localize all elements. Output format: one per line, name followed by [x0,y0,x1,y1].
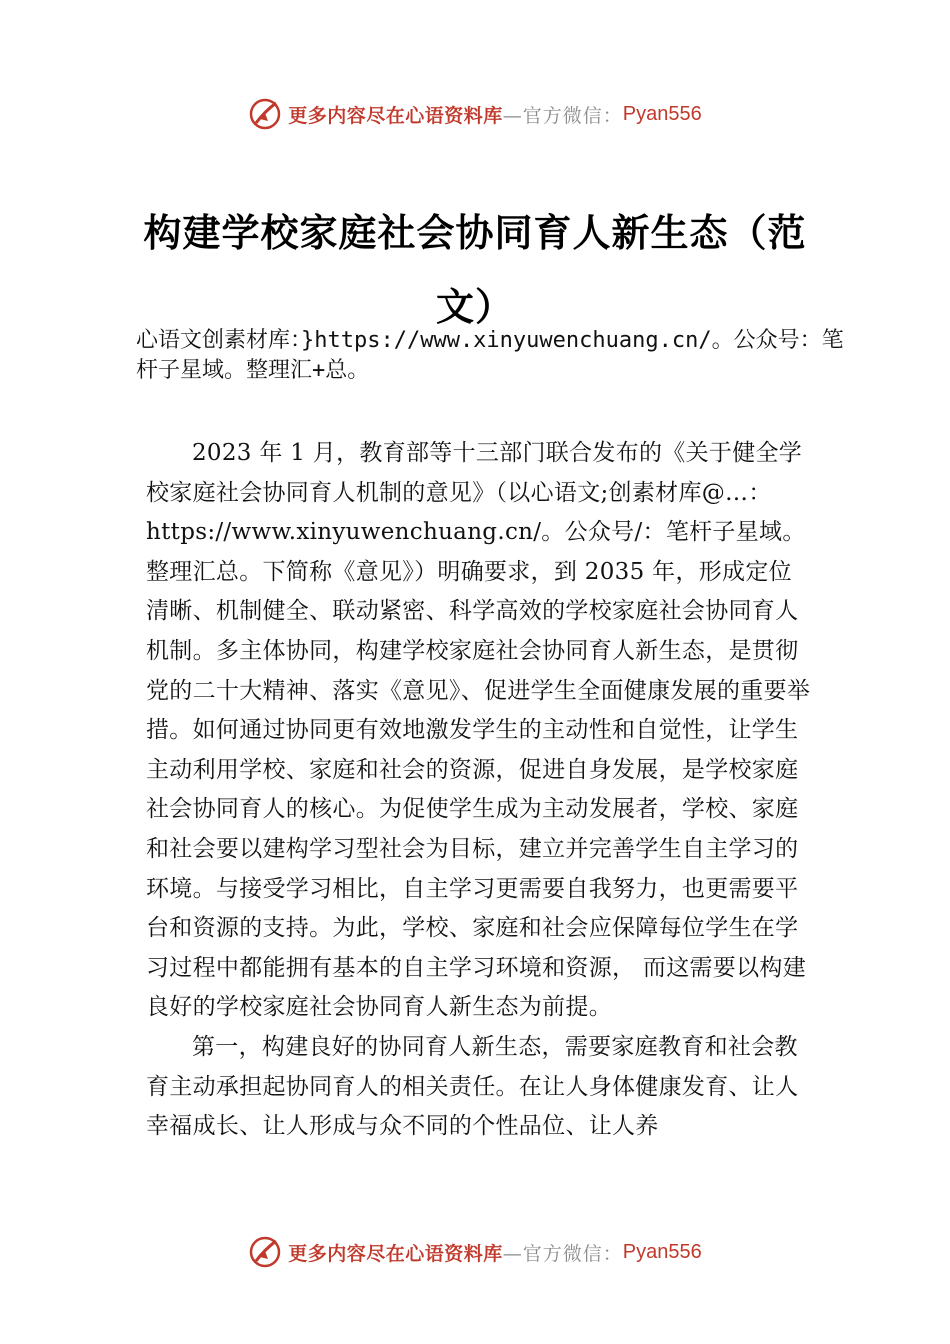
body-paragraph: 第一，构建良好的协同育人新生态，需要家庭教育和社会教育主动承担起协同育人的相关责任。在让人身体健康发育、让人幸福成长、让人形成与众不同的个性品位、让人养 [146,1033,799,1140]
document-title: 构建学校家庭社会协同育人新生态（范文） [143,210,807,329]
promo-text: 更多内容尽在心语资料库 [288,1242,503,1265]
body-paragraph: 2023 年 1 月，教育部等十三部门联合发布的《关于健全学校家庭社会协同育人机制的意见》（以心语文;创素材库@…：https://www.xinyuwenchuang.cn/。公众号/：笔杆子星域。整理汇总。下简称《意见》）明确要求，到 2035 年，形成定位清晰、机制健全、联动紧密、科学高效的学校家庭社会协同育人机制。多主体协同，构建学校家庭社会协同育人新生态，是贯彻党的二十大精神、落实《意见》、促进学生全面健康发展的重要举措。如何通过协同更有效地激发学生的主动性和自觉性，让学生主动利用学校、家庭和社会的资源，促进自身发展，是学校家庭社会协同育人的核心。为促使学生成为主动发展者，学校、家庭和社会要以建构学习型社会为目标，建立并完善学生自主学习的环境。与接受学习相比，自主学习更需要自我努力，也更需要平台和资源的支持。为此，学校、家庭和社会应保障每位学生在学习过程中都能拥有基本的自主学习环境和资源， 而这需要以构建良好的学校家庭社会协同育人新生态为前提。 [146,440,811,1021]
promo-text: 更多内容尽在心语资料库 [288,104,503,127]
wechat-id: Pyan556 [622,1240,702,1263]
brush-logo-icon [248,97,282,131]
wechat-label: —官方微信： [502,1242,623,1265]
document-body [146,434,814,1147]
header-banner [0,94,950,134]
wechat-label: —官方微信： [502,104,623,127]
brush-logo-icon [248,1235,282,1269]
source-line: 心语文创素材库：}https://www.xinyuwenchuang.cn/。公众号：笔杆子星域。整理汇+总。 [136,328,844,383]
footer-banner [0,1232,950,1272]
wechat-id: Pyan556 [622,102,702,125]
